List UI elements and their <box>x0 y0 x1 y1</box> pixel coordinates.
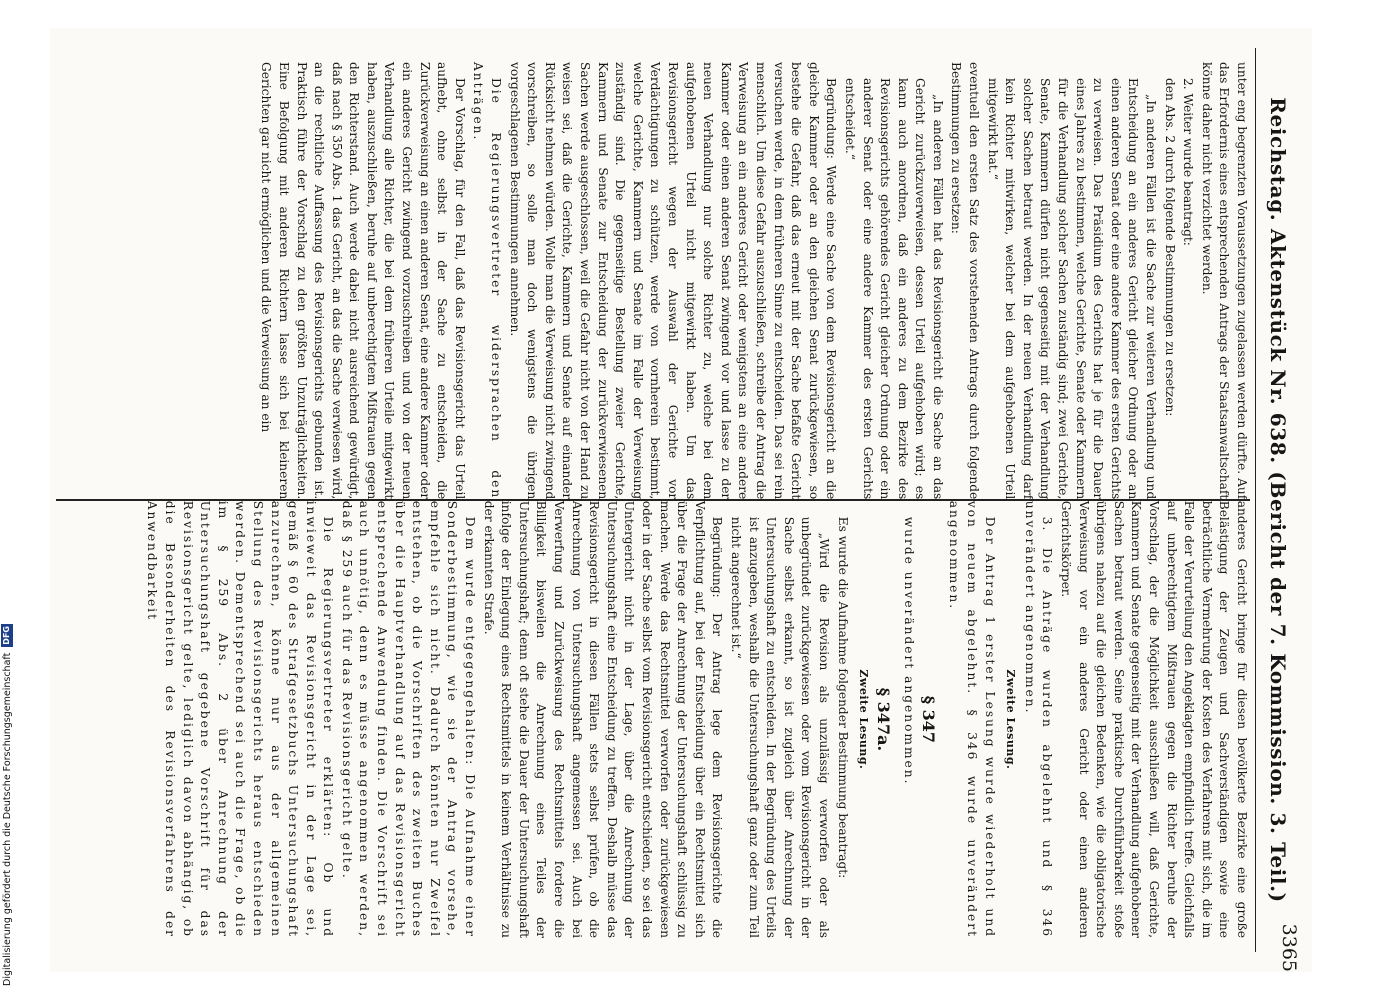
paragraph: unter eng begrenzten Voraussetzungen zugelassen werden dürfte. Auf das Erfordernis eines entsprechenden Antrags der Staatsanwaltschaft könne daher nicht verzichtet werden. <box>1199 62 1249 500</box>
subheading: Zweite Lesung. <box>857 669 871 770</box>
page-body <box>50 28 1312 972</box>
dfg-logo-icon: DFG <box>2 626 11 645</box>
section-heading: § 347a. <box>873 687 893 752</box>
page-header <box>1255 48 1302 952</box>
paragraph: Der Antrag 1 erster Lesung wurde wiederholt und von neuem abgelehnt. § 346 wurde unverändert angenommen. <box>947 500 997 938</box>
paragraph: Begründung: Werde eine Sache von dem Revisionsgericht an die gleiche Kammer oder an den gleichen Senat zurückgewiesen, so bestehe die Gefahr, daß das erneut mit der Sache befaßte Gericht versuchen werde, in dem früheren Sinne zu entscheiden. Das sei rein menschlich. Um diese Gefahr auszuschließen, schreibe der Antrag die Verweisung an ein anderes Gericht oder wenigstens an eine andere Kammer oder einen anderen Senat zwingend vor und lasse zu der neuen Verhandlung nur solche Richter zu, welche bei dem aufgehobenen Urteil nicht mitgewirkt haben. Um das Revisionsgericht wegen der Auswahl der Gerichte vor Verdächtigungen zu schützen, werde von vornherein bestimmt, welche Gerichte, Kammern und Senate im Falle der Verweisung zuständig sind. Die gegenseitige Bestellung zweier Gerichte, Kammern und Senate zur Entscheidung der zurückverwiesenen Sachen werde ausgeschlossen, weil die Gefahr nicht von der Hand zu weisen sei, daß die Gerichte, Kammern und Senate auf einander Rücksicht nehmen würden. Wolle man die Verweisung nicht zwingend vorschreiben, so solle man doch wenigstens die übrigen vorgeschlagenen Bestimmungen annehmen. <box>507 62 839 500</box>
column-left-of-page <box>56 48 1250 499</box>
text-columns <box>56 48 1250 952</box>
paragraph: Die Regierungsvertreter erklärten: Ob und inwieweit das Revisionsgericht in der Lage sei, gemäß § 60 des Strafgesetzbuchs Untersuchungshaft anzurechnen, könne nur aus der allgemeinen Stellung des Revisionsgerichts heraus entschieden werden. Dementsprechend sei auch die Frage, ob die im § 259 Abs. 2 über Anrechnung der Untersuchungshaft gegebene Vorschrift für das Revisionsgericht gelte, lediglich davon abhängig, ob die Besonderheiten des Revisionsverfahrens der Anwendbarkeit <box>145 500 336 938</box>
paragraph: Begründung: Der Antrag lege dem Revisionsgerichte die Verpflichtung auf, bei der Entscheidung über ein Rechtsmittel sich über die Frage der Anrechnung der Untersuchungshaft schlüssig zu machen. Werde das Rechtsmittel verworfen oder zurückgewiesen oder in der Sache selbst vom Revisionsgericht entschieden, so sei das Untergericht nicht in der Lage, über die Anrechnung der Untersuchungshaft eine Entscheidung zu treffen. Deshalb müsse das Revisionsgericht in diesen Fällen stets selbst prüfen, ob die Anrechnung von Untersuchungshaft angemessen sei. Auch bei Verwerfung und Zurückweisung des Rechtsmittels fordere die Billigkeit bisweilen die Anrechnung eines Teiles der Untersuchungshaft; denn oft stehe die Dauer der Untersuchungshaft infolge der Einlegung eines Rechtsmittels in keinem Verhältnisse zu der erkannten Strafe. <box>481 500 725 938</box>
paragraph: Die Regierungsvertreter widersprachen den Anträgen. <box>471 62 504 500</box>
paragraph: wurde unverändert angenommen. <box>902 516 917 786</box>
paragraph: Dem wurde entgegengehalten: Die Aufnahme einer Sonderbestimmung, wie sie der Antrag vorsehe, empfehle sich nicht. Dadurch könnten nur Zweifel entstehen, ob die Vorschriften des zweiten Buches über die Hauptverhandlung auf das Revisionsgericht entsprechende Anwendung finden. Die Vorschrift sei auch unnötig, denn es müsse angenommen werden, daß § 259 auch für das Revisionsgericht gelte. <box>339 500 478 938</box>
digitization-credit <box>0 6 14 986</box>
paragraph: eventuell den ersten Satz des vorstehenden Antrags durch folgende Bestimmungen zu ersetzen: <box>949 62 982 500</box>
header-title: Reichstag. Aktenstück Nr. 638. (Bericht der 7. Kommission. 3. Teil.) <box>1266 97 1290 903</box>
page-number: 3365 <box>1278 923 1300 972</box>
paragraph: den Abs. 2 durch folgende Bestimmungen zu ersetzen: <box>1162 78 1177 417</box>
subheading: Zweite Lesung. <box>1004 669 1018 770</box>
paragraph: 2. Weiter wurde beantragt: <box>1181 78 1196 246</box>
quoted-proposal: „Wird die Revision als unzulässig verworfen oder als unbegründet zurückgewiesen oder vom Revisionsgericht in der Sache selbst erkannt, so ist zugleich über Anrechnung der Untersuchungshaft zu entscheiden. In der Begründung des Urteils ist anzugeben, weshalb die Untersuchungshaft ganz oder zum Teil nicht angerechnet ist.“ <box>728 516 831 938</box>
quoted-proposal: „In anderen Fällen ist die Sache zur weiteren Verhandlung und Entscheidung an ein anderes Gericht gleicher Ordnung oder an einen anderen Senat oder eine andere Kammer des ersten Gerichts zu verweisen. Das Präsidium des Gerichts hat je für die Dauer eines Jahres zu bestimmen, welche Gerichte, Senate oder Kammern für die Verhandlung solcher Sachen zuständig sind; zwei Gerichte, Senate, Kammern dürfen nicht gegenseitig mit der Verhandlung solcher Sachen betraut werden. In der neuen Verhandlung darf kein Richter mitwirken, welcher bei dem aufgehobenen Urteil mitgewirkt hat.“ <box>985 78 1159 500</box>
paragraph: Es wurde die Aufnahme folgender Bestimmung beantragt: <box>835 516 850 879</box>
credit-text: Digitalisierung gefördert durch die Deutsche Forschungsgemeinschaft <box>1 652 13 986</box>
paragraph: anderes Gericht bringe für diesen bevölkerte Bezirke eine große Belästigung der Zeugen und Sachverständigen sowie eine beträchtliche Vermehrung der Kosten des Verfahrens mit sich, die im Falle der Verurteilung den Angeklagten empfindlich treffe. Gleichfalls auf unberechtigtem Mißtrauen gegen die Richter beruhe der Vorschlag, der die Möglichkeit ausschließen will, daß Gerichte, Kammern und Senate gegenseitig mit der Verhandlung aufgehobener Sachen betraut werden. Seine praktische Durchführbarkeit stoße übrigens nahezu auf die gleichen Bedenken, wie die obligatorische Verweisung vor ein anderes Gericht oder einen anderen Gerichtskörper. <box>1059 500 1249 938</box>
section-heading: § 347 <box>918 695 938 744</box>
quoted-proposal: „In anderen Fällen hat das Revisionsgericht die Sache an das Gericht zurückzuverweisen, dessen Urteil aufgehoben wird; es kann auch anordnen, daß ein anderes zu dem Bezirke des Revisionsgerichts gehörendes Gericht gleicher Ordnung oder ein anderer Senat oder eine andere Kammer des ersten Gerichts entscheidet.“ <box>842 78 945 500</box>
paragraph: 3. Die Anträge wurden abgelehnt und § 346 unverändert angenommen. <box>1022 500 1055 938</box>
paragraph: Der Vorschlag, für den Fall, daß das Revisionsgericht das Urteil aufhebt, ohne selbst in der Sache zu entscheiden, die Zurückverweisung an einen anderen Senat, eine andere Kammer oder ein anderes Gericht zwingend vorzuschreiben und von der neuen Verhandlung alle Richter, die bei dem früheren Urteile mitgewirkt haben, auszuschließen, beruhe auf unberechtigtem Mißtrauen gegen den Richterstand. Auch werde dabei nicht ausreichend gewürdigt, daß nach § 350 Abs. 1 das Gericht, an das die Sache verwiesen wird, an die rechtliche Auffassung des Revisionsgerichts gebunden ist. Praktisch führe der Vorschlag zu den größten Unzuträglichkeiten. Eine Befolgung mit anderen Richtern lasse sich bei kleineren Gerichten gar nicht ermöglichen und die Verweisung an ein <box>259 62 467 500</box>
scanned-page <box>50 28 1312 972</box>
column-right-of-page <box>56 501 1250 952</box>
